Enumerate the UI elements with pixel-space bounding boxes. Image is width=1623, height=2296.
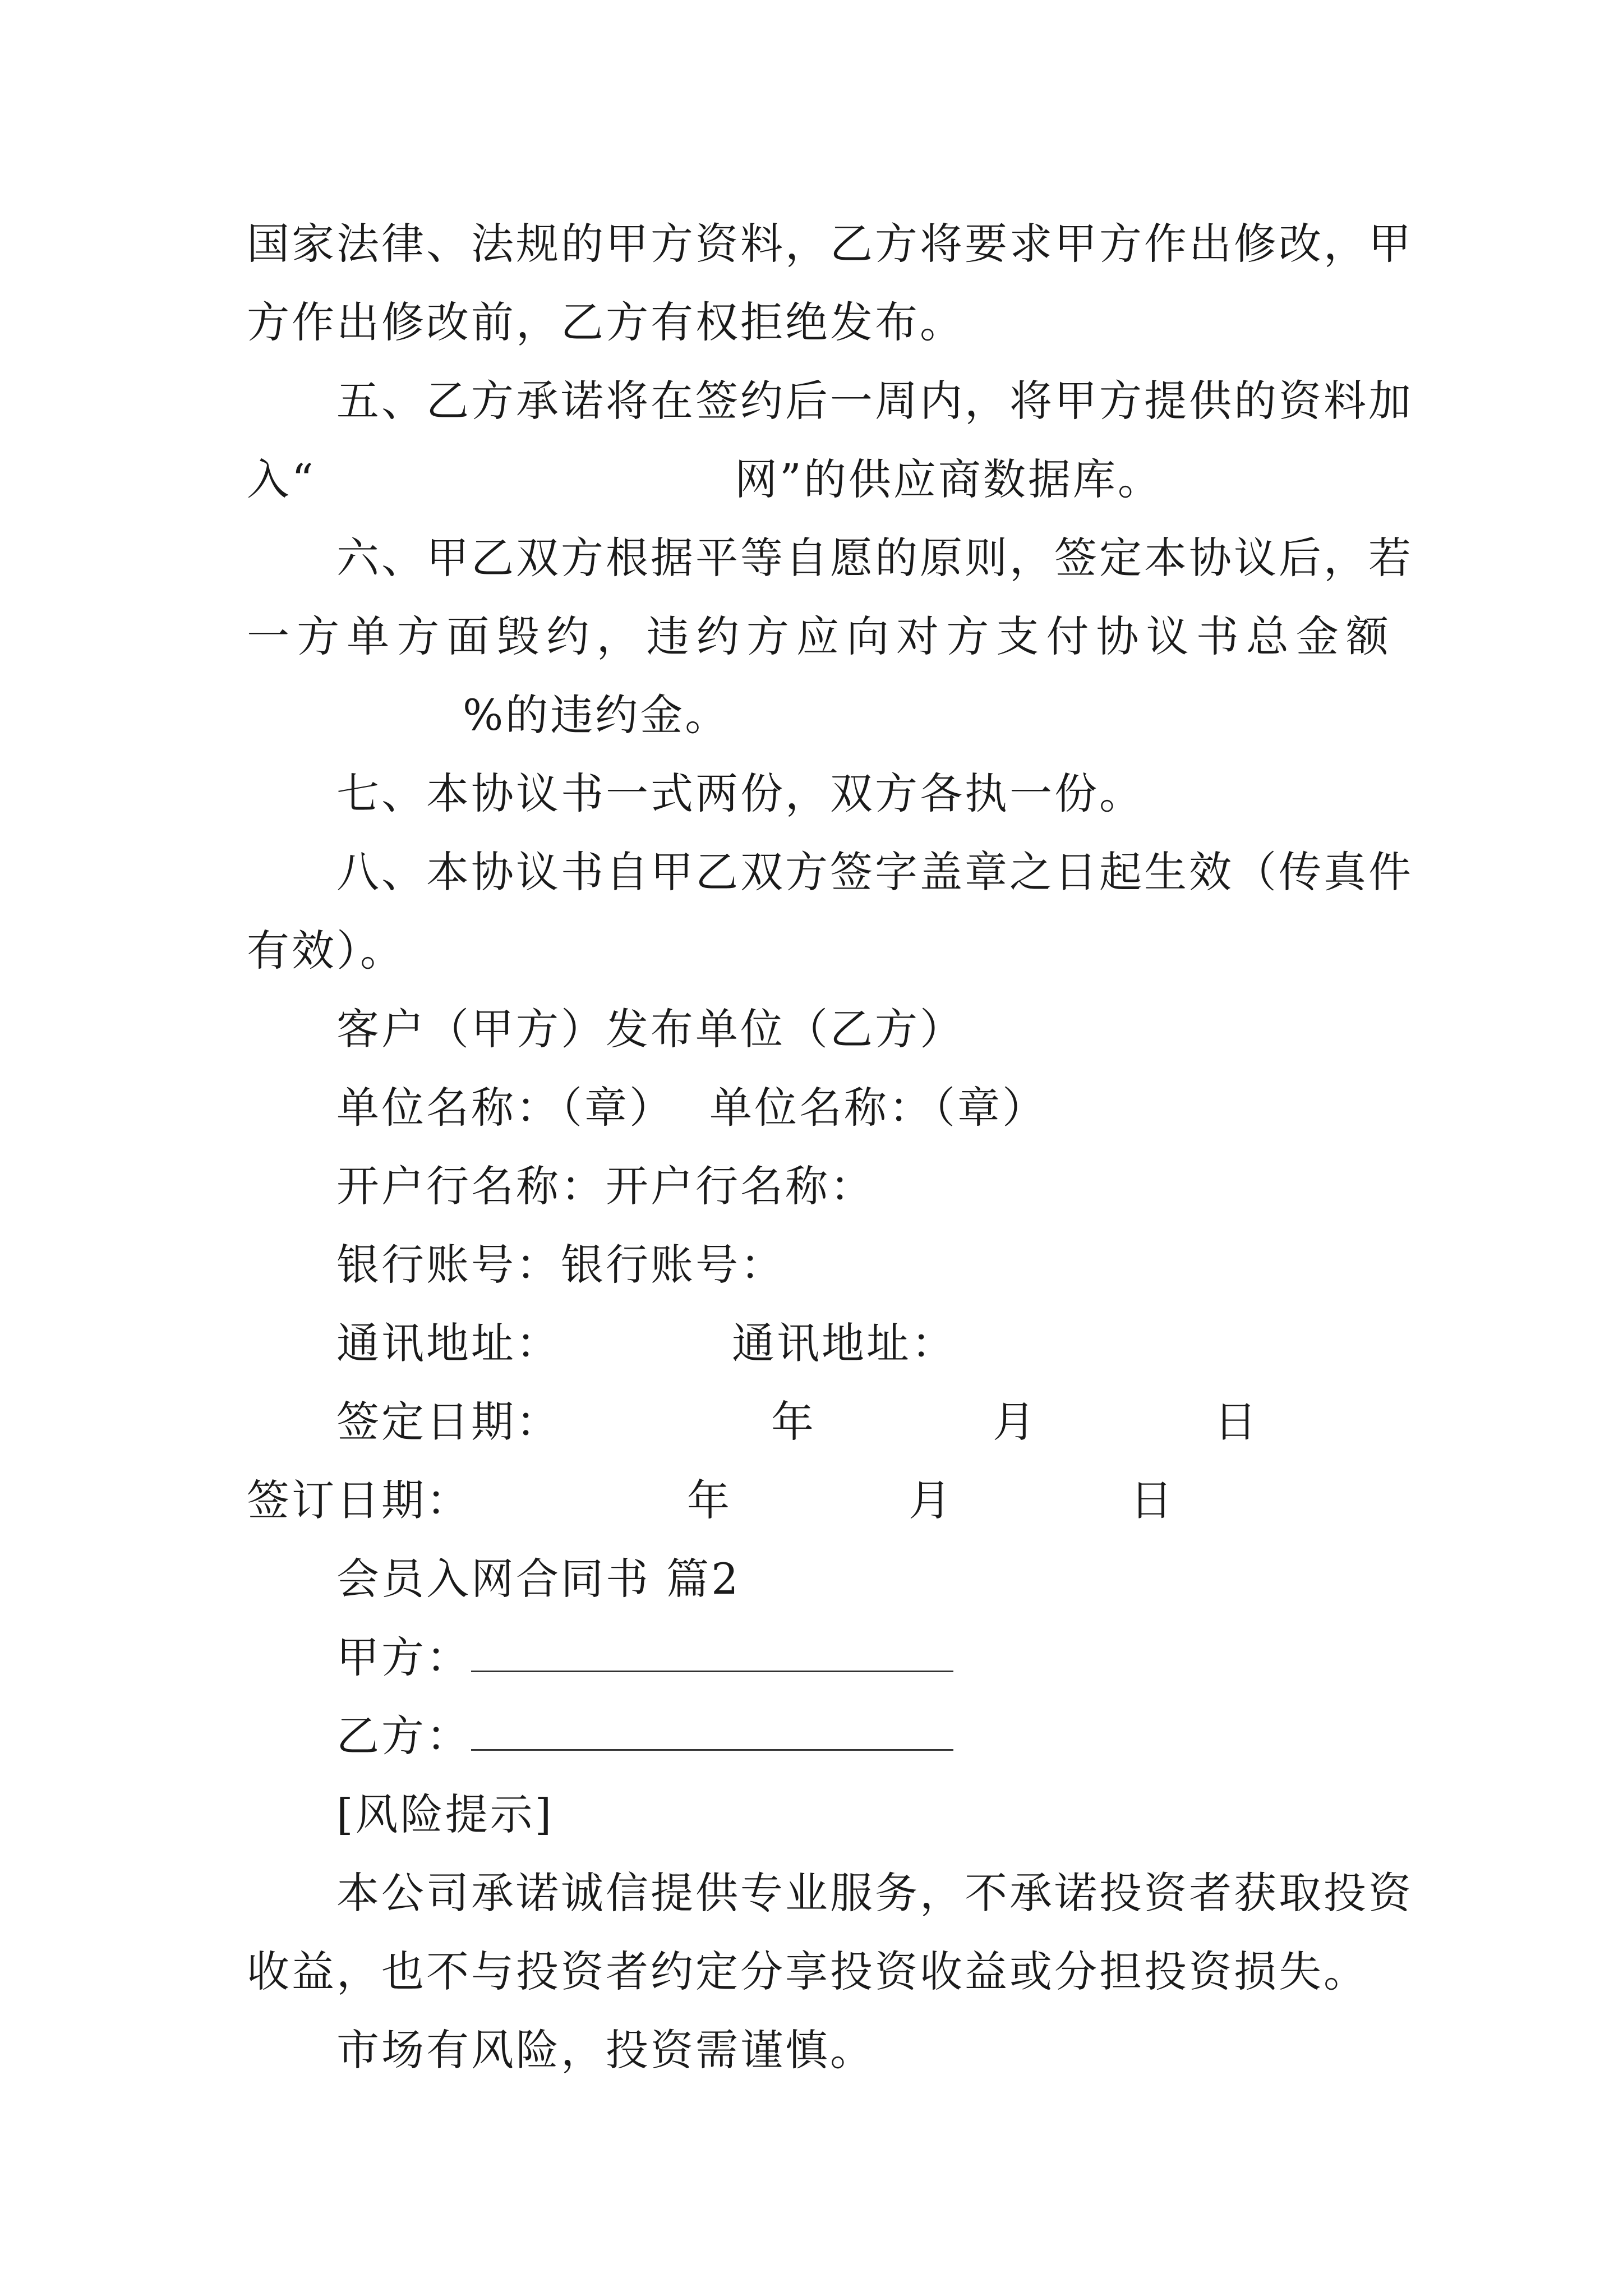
clause-5-line-2-start: 入“: [247, 454, 316, 504]
signed-date-year: 年: [687, 1475, 732, 1525]
clause-6-line-2: 一方单方面毁约，违约方应向对方支付协议书总金额: [247, 611, 1391, 661]
section-title: 会员入网合同书 篇2: [336, 1554, 741, 1604]
signed-date-month: 月: [909, 1475, 953, 1525]
bank-name-line: 开户行名称：开户行名称：: [336, 1161, 875, 1211]
clause-5-line-2-end: 网”的供应商数据库。: [735, 454, 1163, 504]
clause-8-line-1: 八、本协议书自甲乙双方签字盖章之日起生效（传真件: [336, 847, 1413, 897]
parties-heading: 客户（甲方）发布单位（乙方）: [336, 1004, 965, 1054]
paragraph-4-line-3: 方作出修改前，乙方有权拒绝发布。: [247, 297, 965, 347]
signing-date-label: 签定日期：: [336, 1397, 561, 1447]
address-party-a: 通讯地址：: [336, 1318, 561, 1368]
signed-date-day: 日: [1130, 1475, 1175, 1525]
unit-name-party-a: 单位名称：（章）: [336, 1083, 674, 1133]
risk-notice-heading: [风险提示]: [336, 1789, 554, 1839]
paragraph-4-line-2: 国家法律、法规的甲方资料，乙方将要求甲方作出修改，甲: [247, 219, 1413, 269]
bank-account-line: 银行账号：银行账号：: [336, 1240, 785, 1290]
unit-name-party-b: 单位名称：（章）: [709, 1083, 1047, 1133]
party-b-blank: [471, 1714, 953, 1751]
address-party-b: 通讯地址：: [732, 1318, 956, 1368]
risk-notice-line-1: 本公司承诺诚信提供专业服务，不承诺投资者获取投资: [336, 1868, 1413, 1918]
party-b-line: [336, 1708, 953, 1764]
party-a-line: [336, 1630, 953, 1686]
party-b-label: 乙方：: [336, 1711, 471, 1761]
clause-6-line-1: 六、甲乙双方根据平等自愿的原则，签定本协议后，若: [336, 533, 1413, 583]
signing-date-month: 月: [993, 1397, 1038, 1447]
clause-6-line-3: %的违约金。: [463, 690, 730, 740]
signed-date-label: 签订日期：: [247, 1475, 471, 1525]
clause-7: 七、本协议书一式两份，双方各执一份。: [336, 769, 1144, 818]
signing-date-year: 年: [771, 1397, 816, 1447]
clause-8-line-2: 有效）。: [247, 926, 405, 976]
signing-date-day: 日: [1214, 1397, 1259, 1447]
clause-5-line-1: 五、乙方承诺将在签约后一周内，将甲方提供的资料加: [336, 376, 1413, 426]
party-a-blank: [471, 1636, 953, 1672]
risk-notice-line-2: 收益，也不与投资者约定分享投资收益或分担投资损失。: [247, 1947, 1368, 1996]
market-risk-line: 市场有风险，投资需谨慎。: [336, 2025, 875, 2075]
party-a-label: 甲方：: [336, 1632, 471, 1682]
